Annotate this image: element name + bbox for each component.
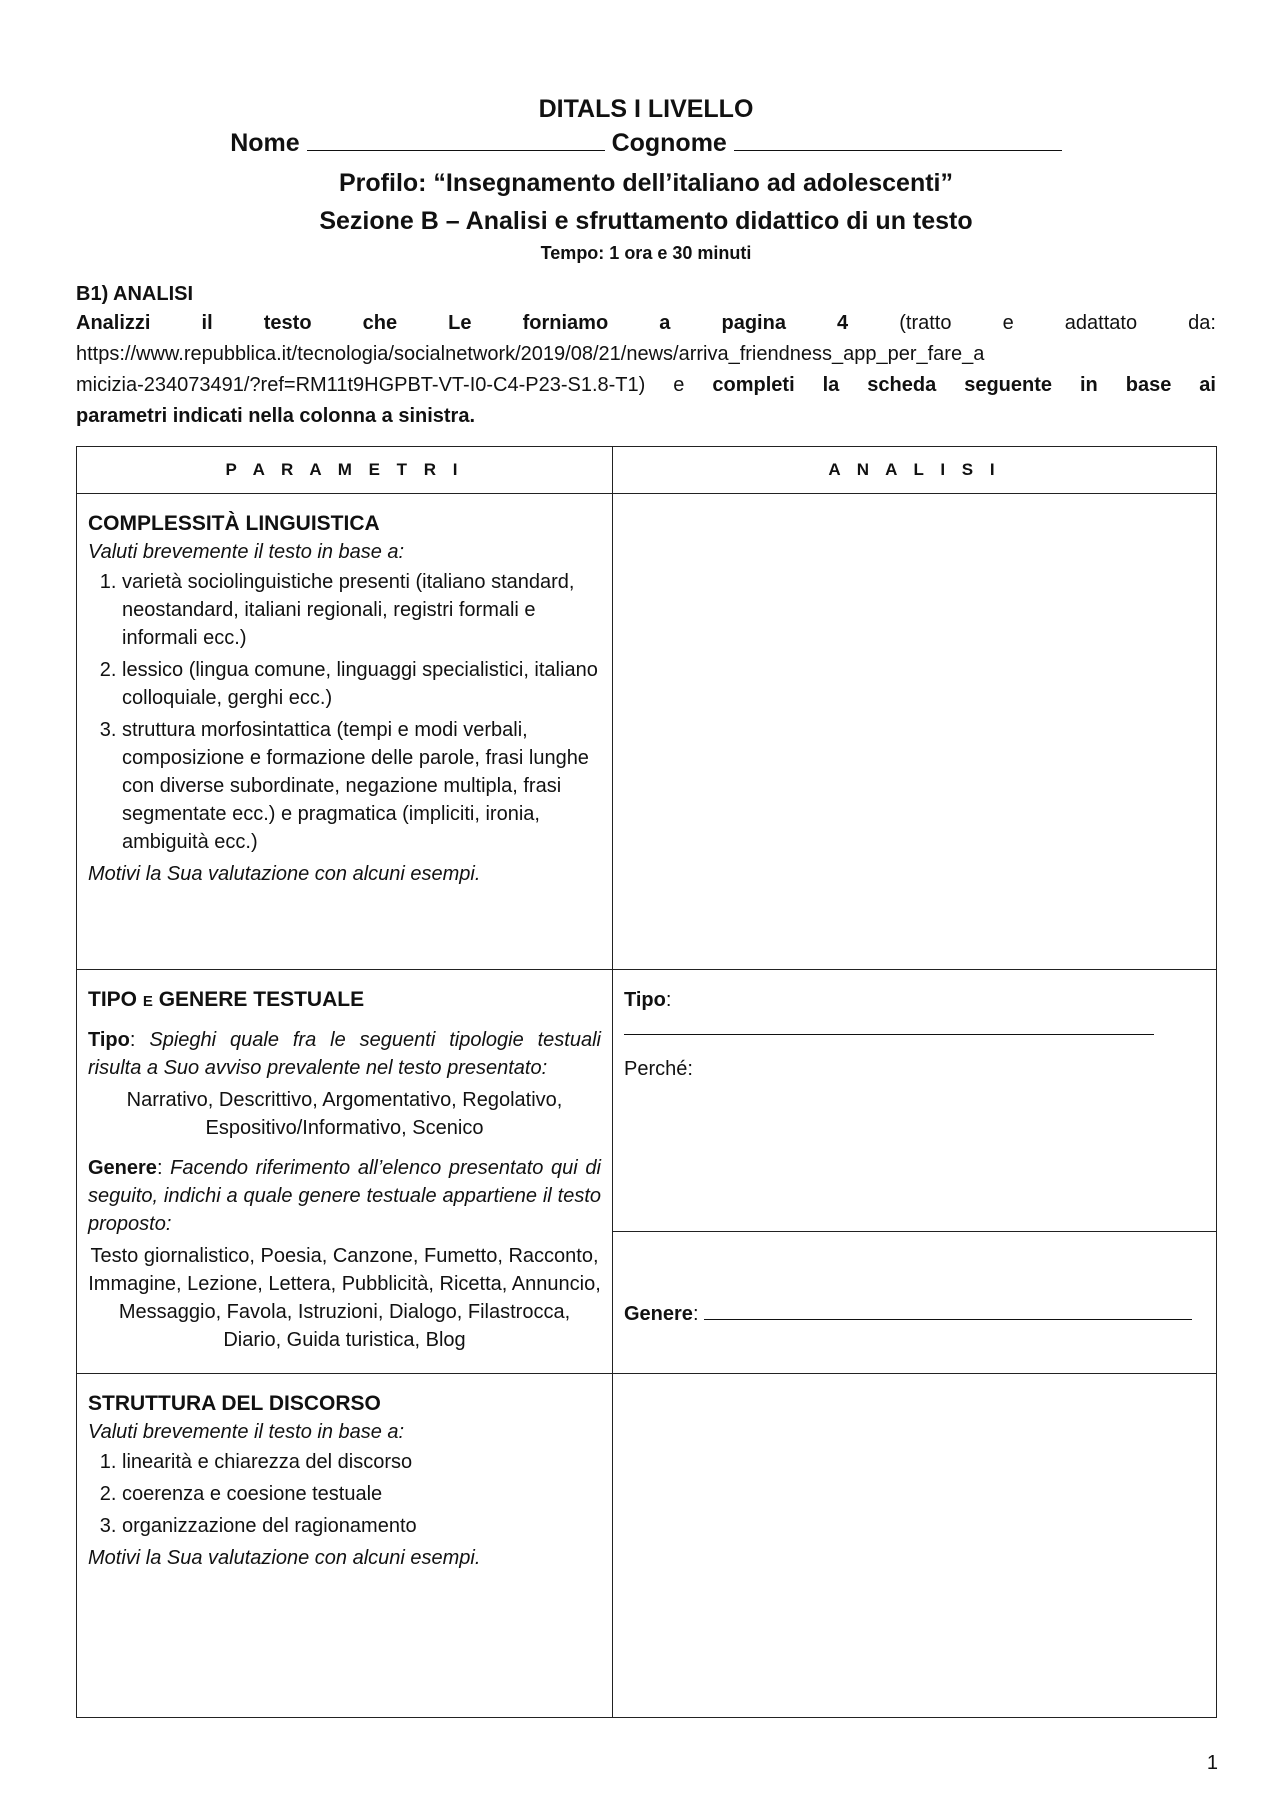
answer-tipo: Tipo: [624,989,672,1011]
tipo-instruction: Tipo: Spieghi quale fra le seguenti tipologie testuali risulta a Suo avviso prevalente nel testo presentato: [88,1029,601,1079]
genere-answer-area[interactable] [613,1232,1217,1374]
type-genre-title [88,986,601,1016]
genere-text: Facendo riferimento all’elenco presentato qui di seguito, indichi a quale genere testuale appartiene il testo proposto: [88,1157,601,1235]
answer-genere: Genere: [624,1300,1205,1328]
complexity-params [77,494,613,970]
instr-rest-1: (tratto e adattato da: [899,312,1216,334]
answer-tipo-label: Tipo [624,989,666,1011]
profile-title: Profilo: “Insegnamento dell’italiano ad adolescenti” [339,169,953,197]
instr-line-1 [76,308,1216,339]
row-structure [77,1374,1217,1718]
type-title-part: TIPO [88,988,138,1011]
instr-bold-3: completi la scheda seguente in base ai [712,374,1216,396]
tipo-options: Narrativo, Descrittivo, Argomentativo, Regolativo, Espositivo/Informativo, Scenico [126,1089,563,1139]
surname-label: Cognome [611,129,727,157]
table-header-row [77,447,1217,494]
name-label: Nome [230,129,300,157]
answer-genere-label: Genere [624,1302,693,1325]
structure-list [88,1448,601,1540]
structure-answer-area[interactable] [613,1374,1217,1718]
col-header-params: P A R A M E T R I [77,447,613,494]
list-item: 1. linearità e chiarezza del discorso [122,1448,601,1476]
name-surname-line [76,126,1216,160]
genere-label: Genere [88,1157,157,1179]
exam-title: DITALS I LIVELLO [538,95,754,123]
complexity-outro: Motivi la Sua valutazione con alcuni esempi. [88,863,481,885]
list-item: 1. varietà sociolinguistiche presenti (italiano standard, neostandard, italiani regionali, registri formali e informali ecc.) [122,568,601,652]
document-page [76,92,1216,1718]
complexity-answer-area[interactable] [613,494,1217,970]
type-genre-params [77,970,613,1374]
time-label: Tempo: 1 ora e 30 minuti [540,243,752,263]
complexity-title: COMPLESSITÀ LINGUISTICA [88,512,380,535]
analysis-table [76,446,1217,1718]
instr-line-4 [76,401,1216,432]
tipo-text: Spieghi quale fra le seguenti tipologie testuali risulta a Suo avviso prevalente nel testo presentato: [88,1029,601,1079]
list-item: 3. organizzazione del ragionamento [122,1512,601,1540]
genere-options: Testo giornalistico, Poesia, Canzone, Fumetto, Racconto, Immagine, Lezione, Lettera, Pubblicità, Ricetta, Annuncio, Messaggio, Favola, Istruzioni, Dialogo, Filastrocca, Diario, Guida turistica, Blog [88,1245,601,1351]
instr-bold-4: parametri indicati nella colonna a sinistra. [76,405,476,427]
tipo-answer-area[interactable] [613,970,1217,1232]
list-item: 2. lessico (lingua comune, linguaggi specialistici, italiano colloquiale, gerghi ecc.) [122,656,601,712]
structure-params [77,1374,613,1718]
b1-instructions [76,308,1216,432]
genere-instruction: Genere: Facendo riferimento all’elenco presentato qui di seguito, indichi a quale genere testuale appartiene il testo proposto: [88,1157,601,1235]
complexity-list [88,568,601,856]
row-complexity [77,494,1217,970]
instr-line-3 [76,370,1216,401]
page-number: 1 [1206,1752,1218,1774]
list-item: 3. struttura morfosintattica (tempi e modi verbali, composizione e formazione delle parole, frasi lunghe con diverse subordinate, negazione multipla, frasi segmentate ecc.) e pragmatica (impliciti, ironia, ambiguità ecc.) [122,716,601,856]
list-item: 2. coerenza e coesione testuale [122,1480,601,1508]
name-field[interactable] [307,150,605,151]
section-title: Sezione B – Analisi e sfruttamento didattico di un testo [319,207,973,235]
answer-perche-label: Perché: [624,1058,693,1080]
b1-title: B1) ANALISI [76,283,194,305]
structure-intro: Valuti brevemente il testo in base a: [88,1421,405,1443]
type-title-e: E [142,993,153,1010]
row-type-genre-top [77,970,1217,1232]
structure-outro: Motivi la Sua valutazione con alcuni esempi. [88,1547,481,1569]
complexity-intro: Valuti brevemente il testo in base a: [88,541,405,563]
tipo-label: Tipo [88,1029,130,1051]
source-url: https://www.repubblica.it/tecnologia/socialnetwork/2019/08/21/news/arriva_friendness_app_per_fare_a [76,343,985,365]
instr-normal-3: micizia-234073491/?ref=RM11t9HGPBT-VT-I0-C4-P23-S1.8-T1) e [76,374,685,396]
surname-field[interactable] [734,150,1062,151]
tipo-answer-line[interactable] [624,1016,1154,1035]
structure-title: STRUTTURA DEL DISCORSO [88,1392,381,1415]
instr-bold-1: Analizzi il testo che Le forniamo a pagina 4 [76,312,849,334]
genere-answer-line[interactable] [704,1319,1192,1320]
col-header-analysis: A N A L I S I [613,447,1217,494]
genre-title-part: GENERE TESTUALE [158,988,365,1011]
